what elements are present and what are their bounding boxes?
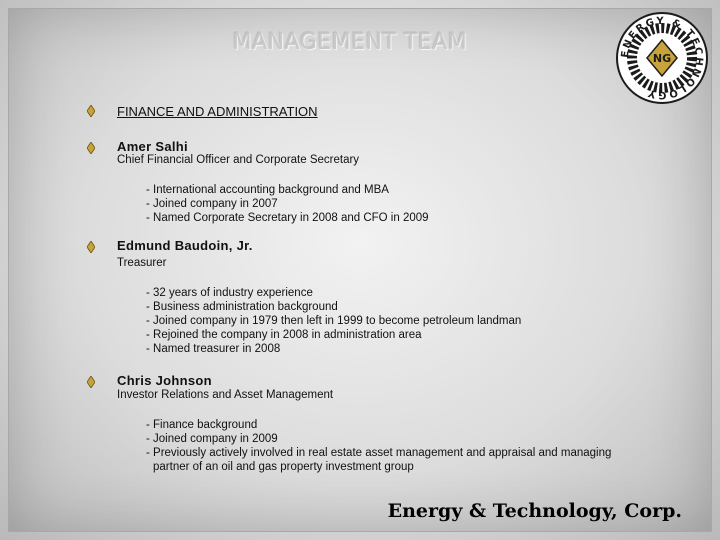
bullet-icon [87, 105, 95, 117]
footer-company-name: Energy & Technology, Corp. [387, 500, 682, 522]
person-details [146, 286, 521, 356]
detail-item: partner of an oil and gas property investment group [153, 461, 414, 473]
person-role: Treasurer [117, 257, 167, 269]
person-name: Amer Salhi [117, 139, 188, 154]
detail-item: - Rejoined the company in 2008 in administration area [146, 329, 422, 341]
company-logo [614, 10, 710, 106]
logo-ring-text: ENERGY & TECHNOLOGY [619, 15, 705, 101]
detail-item: - International accounting background and MBA [146, 184, 389, 196]
person-name: Chris Johnson [117, 373, 212, 388]
person-role: Chief Financial Officer and Corporate Secretary [117, 154, 360, 166]
detail-item: - Joined company in 1979 then left in 1999 to become petroleum landman [146, 315, 522, 327]
logo-center-text: NG [652, 52, 672, 65]
detail-item: - 32 years of industry experience [146, 287, 313, 299]
detail-item: - Previously actively involved in real estate asset management and appraisal and managing [146, 447, 612, 459]
detail-item: - Joined company in 2009 [146, 433, 278, 445]
slide-title: MANAGEMENT TEAM [232, 30, 468, 55]
person-details [146, 183, 429, 225]
detail-item: - Named Corporate Secretary in 2008 and CFO in 2009 [146, 212, 429, 224]
detail-item: - Named treasurer in 2008 [146, 343, 281, 355]
detail-item: - Business administration background [146, 301, 338, 313]
person-name: Edmund Baudoin, Jr. [117, 238, 253, 253]
bullet-icon [87, 376, 95, 388]
bullet-icon [87, 142, 95, 154]
person-role: Investor Relations and Asset Management [117, 389, 334, 401]
section-heading: FINANCE AND ADMINISTRATION [117, 104, 318, 119]
detail-item: - Finance background [146, 419, 258, 431]
detail-item: - Joined company in 2007 [146, 198, 278, 210]
bullet-icon [87, 241, 95, 253]
person-details [146, 418, 611, 474]
